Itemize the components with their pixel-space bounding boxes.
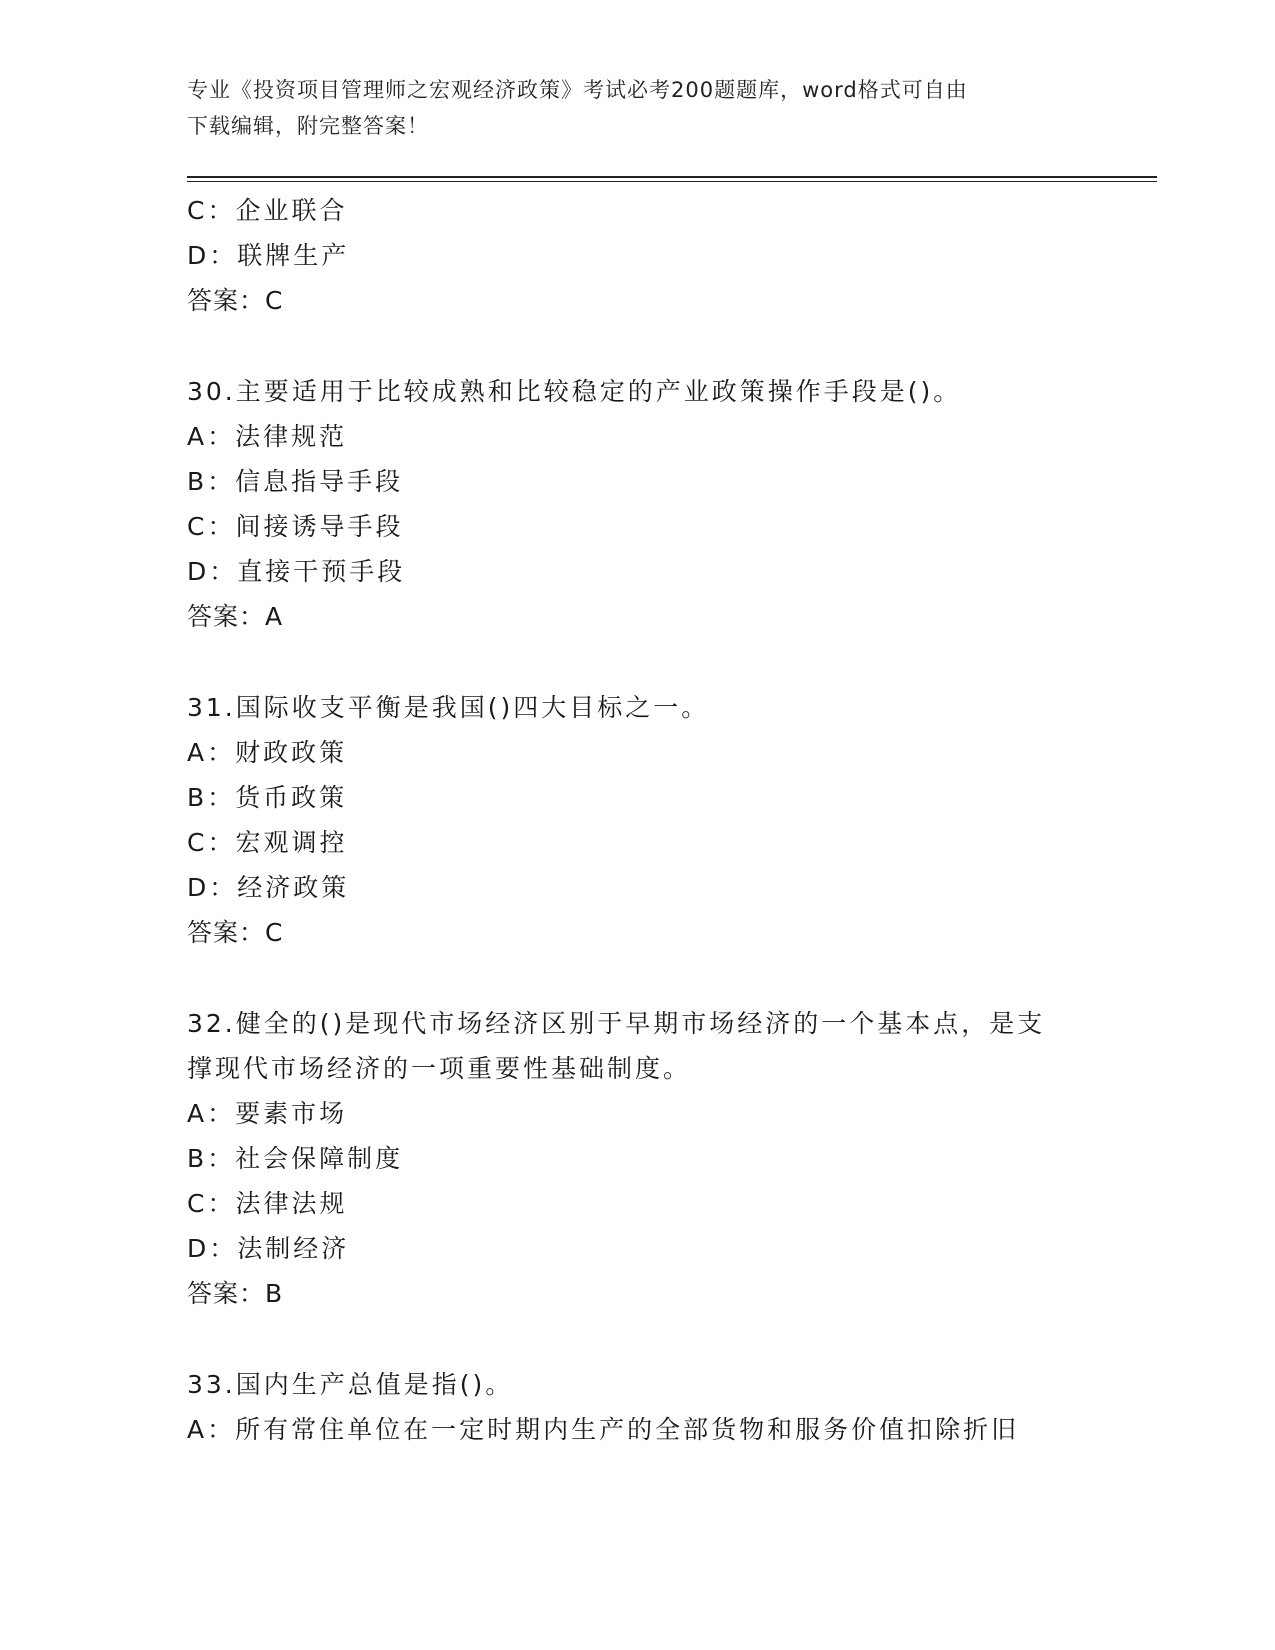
document-header <box>187 72 1087 144</box>
question-stem-line-1: 32.健全的()是现代市场经济区别于早期市场经济的一个基本点，是支 <box>187 1009 1046 1038</box>
option-a: A：所有常住单位在一定时期内生产的全部货物和服务价值扣除折旧 <box>187 1415 1020 1444</box>
question-block-31 <box>187 685 1087 956</box>
header-line-1: 专业《投资项目管理师之宏观经济政策》考试必考200题题库，word格式可自由 <box>187 78 968 102</box>
header-line-2: 下载编辑，附完整答案！ <box>187 114 429 138</box>
option-d: D：经济政策 <box>187 873 350 902</box>
option-b: B：社会保障制度 <box>187 1144 404 1173</box>
option-c: C：宏观调控 <box>187 828 348 857</box>
answer-line: 答案：B <box>187 1279 284 1308</box>
option-c: C：企业联合 <box>187 196 348 225</box>
header-divider-thick <box>187 176 1157 178</box>
question-stem: 31.国际收支平衡是我国()四大目标之一。 <box>187 693 710 722</box>
question-list <box>187 188 1087 1452</box>
question-stem-line-2: 撑现代市场经济的一项重要性基础制度。 <box>187 1054 692 1083</box>
answer-line: 答案：C <box>187 918 284 947</box>
option-a: A：要素市场 <box>187 1099 348 1128</box>
option-b: B：货币政策 <box>187 783 348 812</box>
option-d: D：联牌生产 <box>187 241 350 270</box>
question-block-33 <box>187 1362 1087 1452</box>
answer-line: 答案：A <box>187 602 284 631</box>
question-stem: 33.国内生产总值是指()。 <box>187 1370 514 1399</box>
header-divider-thin <box>187 181 1157 182</box>
option-d: D：法制经济 <box>187 1234 350 1263</box>
option-c: C：法律法规 <box>187 1189 348 1218</box>
answer-line: 答案：C <box>187 286 284 315</box>
option-c: C：间接诱导手段 <box>187 512 404 541</box>
question-stem: 30.主要适用于比较成熟和比较稳定的产业政策操作手段是()。 <box>187 377 962 406</box>
question-block-prev <box>187 188 1087 324</box>
option-b: B：信息指导手段 <box>187 467 404 496</box>
question-block-32 <box>187 1001 1087 1317</box>
question-block-30 <box>187 369 1087 640</box>
option-d: D：直接干预手段 <box>187 557 406 586</box>
option-a: A：法律规范 <box>187 422 348 451</box>
option-a: A：财政政策 <box>187 738 348 767</box>
